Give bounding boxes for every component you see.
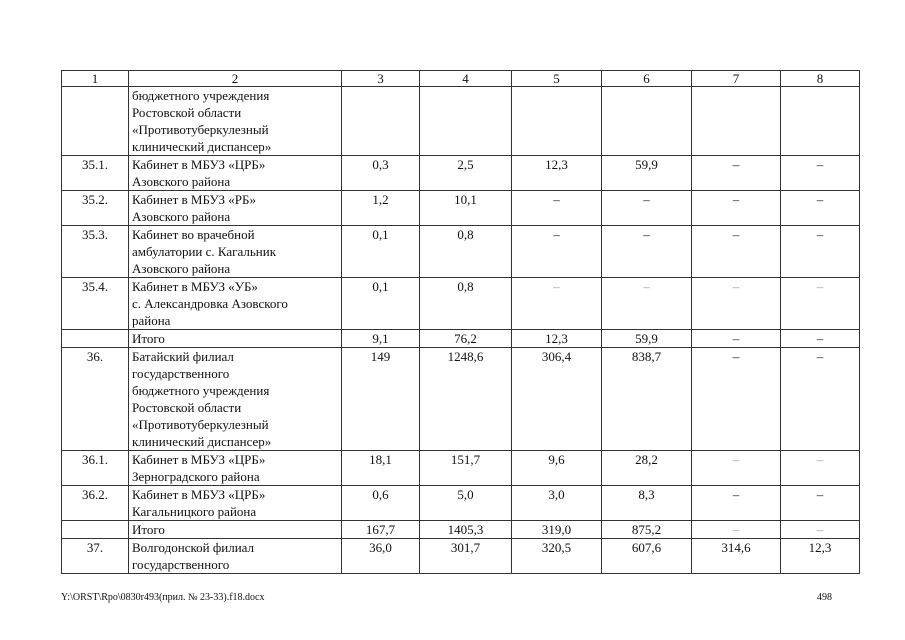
row-name-line: Кабинет в МБУЗ «РБ» [132,192,256,207]
value-cell-col-5: 319,0 [512,521,602,539]
row-name-cell [129,156,342,191]
value-cell-col-4: 0,8 [420,278,512,330]
value-cell-col-3: 149 [342,348,420,451]
row-name-line: района [132,313,171,328]
table-row [62,451,860,486]
value-cell-col-3: 36,0 [342,539,420,574]
row-number-cell: 35.4. [62,278,129,330]
value-cell-col-6: – [602,278,692,330]
value-cell-col-4: 76,2 [420,330,512,348]
row-name-line: Кабинет в МБУЗ «ЦРБ» [132,452,266,467]
header-cell-5: 5 [512,71,602,87]
value-cell-col-3: 0,1 [342,278,420,330]
footer-page-number: 498 [817,592,832,603]
value-cell-col-4: 2,5 [420,156,512,191]
value-cell-col-4: 1405,3 [420,521,512,539]
row-number-cell [62,330,129,348]
row-name-cell [129,278,342,330]
value-cell-col-8: – [781,348,860,451]
row-number-cell: 35.2. [62,191,129,226]
value-cell-col-8: – [781,451,860,486]
row-name-line: Итого [132,331,165,346]
value-cell-col-4: 1248,6 [420,348,512,451]
value-cell-col-8: 12,3 [781,539,860,574]
row-name-cell [129,539,342,574]
value-cell-col-8: – [781,191,860,226]
table-row [62,521,860,539]
row-name-line: Кабинет в МБУЗ «ЦРБ» [132,157,266,172]
value-cell-col-8 [781,87,860,156]
value-cell-col-7: – [692,451,781,486]
row-name-line: Азовского района [132,174,231,189]
value-cell-col-5: – [512,226,602,278]
value-cell-col-6: 838,7 [602,348,692,451]
value-cell-col-8: – [781,278,860,330]
value-cell-col-6: – [602,191,692,226]
row-name-line: государственного [132,366,230,381]
row-name-line: Кабинет в МБУЗ «ЦРБ» [132,487,266,502]
value-cell-col-7: – [692,330,781,348]
row-number-cell [62,521,129,539]
value-cell-col-7: – [692,226,781,278]
value-cell-col-6: 875,2 [602,521,692,539]
row-name-line: с. Александровка Азовского [132,296,288,311]
row-name-line: амбулатории с. Кагальник [132,244,277,259]
row-name-cell [129,451,342,486]
value-cell-col-5 [512,87,602,156]
header-cell-1: 1 [62,71,129,87]
value-cell-col-5: 12,3 [512,330,602,348]
row-name-line: Ростовской области [132,400,242,415]
row-name-cell [129,87,342,156]
value-cell-col-4: 5,0 [420,486,512,521]
table-row [62,278,860,330]
value-cell-col-6: 59,9 [602,330,692,348]
row-number-cell: 36.1. [62,451,129,486]
value-cell-col-6: 607,6 [602,539,692,574]
row-name-line: Кабинет во врачебной [132,227,255,242]
table-row [62,87,860,156]
value-cell-col-4: 0,8 [420,226,512,278]
table-row [62,486,860,521]
value-cell-col-3: 0,1 [342,226,420,278]
footer-file-path: Y:\ORST\Rpo\0830r493(прил. № 23-33).f18.docx [61,592,265,603]
value-cell-col-6: 8,3 [602,486,692,521]
row-name-line: Азовского района [132,209,231,224]
header-cell-6: 6 [602,71,692,87]
table-body [62,71,860,574]
row-name-line: Итого [132,522,165,537]
row-number-cell [62,87,129,156]
header-cell-4: 4 [420,71,512,87]
value-cell-col-8: – [781,486,860,521]
row-name-cell [129,348,342,451]
value-cell-col-6: 59,9 [602,156,692,191]
value-cell-col-3: 18,1 [342,451,420,486]
row-name-line: «Противотуберкулезный [132,417,269,432]
row-name-line: Волгодонской филиал [132,540,255,555]
value-cell-col-8: – [781,521,860,539]
table-row [62,348,860,451]
value-cell-col-3 [342,87,420,156]
table-row [62,330,860,348]
value-cell-col-3: 0,3 [342,156,420,191]
table-row [62,191,860,226]
row-name-line: «Противотуберкулезный [132,122,269,137]
value-cell-col-7: – [692,191,781,226]
header-cell-7: 7 [692,71,781,87]
value-cell-col-5: 320,5 [512,539,602,574]
header-cell-3: 3 [342,71,420,87]
table-row [62,156,860,191]
row-name-line: Азовского района [132,261,231,276]
value-cell-col-7: – [692,521,781,539]
value-cell-col-5: 3,0 [512,486,602,521]
header-cell-2: 2 [129,71,342,87]
value-cell-col-4: 301,7 [420,539,512,574]
row-name-cell [129,521,342,539]
row-name-cell [129,330,342,348]
value-cell-col-5: 306,4 [512,348,602,451]
value-cell-col-6 [602,87,692,156]
row-name-line: клинический диспансер» [132,434,272,449]
value-cell-col-7: – [692,486,781,521]
row-number-cell: 36.2. [62,486,129,521]
row-number-cell: 36. [62,348,129,451]
row-number-cell: 37. [62,539,129,574]
document-table [61,70,860,574]
row-name-line: клинический диспансер» [132,139,272,154]
row-name-cell [129,226,342,278]
value-cell-col-4 [420,87,512,156]
row-name-line: бюджетного учреждения [132,383,270,398]
header-row [62,71,860,87]
value-cell-col-5: – [512,278,602,330]
row-name-line: бюджетного учреждения [132,88,270,103]
row-name-line: Зерноградского района [132,469,260,484]
value-cell-col-7 [692,87,781,156]
table-row [62,539,860,574]
value-cell-col-5: 12,3 [512,156,602,191]
value-cell-col-7: – [692,278,781,330]
row-name-cell [129,486,342,521]
value-cell-col-4: 10,1 [420,191,512,226]
header-cell-8: 8 [781,71,860,87]
value-cell-col-8: – [781,330,860,348]
value-cell-col-4: 151,7 [420,451,512,486]
value-cell-col-7: – [692,156,781,191]
value-cell-col-5: – [512,191,602,226]
row-name-cell [129,191,342,226]
value-cell-col-6: – [602,226,692,278]
value-cell-col-6: 28,2 [602,451,692,486]
value-cell-col-3: 1,2 [342,191,420,226]
value-cell-col-3: 9,1 [342,330,420,348]
row-name-line: Ростовской области [132,105,242,120]
row-name-line: государственного [132,557,230,572]
value-cell-col-7: – [692,348,781,451]
table-row [62,226,860,278]
value-cell-col-5: 9,6 [512,451,602,486]
value-cell-col-8: – [781,156,860,191]
row-name-line: Батайский филиал [132,349,234,364]
row-number-cell: 35.1. [62,156,129,191]
value-cell-col-3: 0,6 [342,486,420,521]
value-cell-col-3: 167,7 [342,521,420,539]
value-cell-col-7: 314,6 [692,539,781,574]
row-number-cell: 35.3. [62,226,129,278]
value-cell-col-8: – [781,226,860,278]
row-name-line: Кабинет в МБУЗ «УБ» [132,279,258,294]
row-name-line: Кагальницкого района [132,504,257,519]
